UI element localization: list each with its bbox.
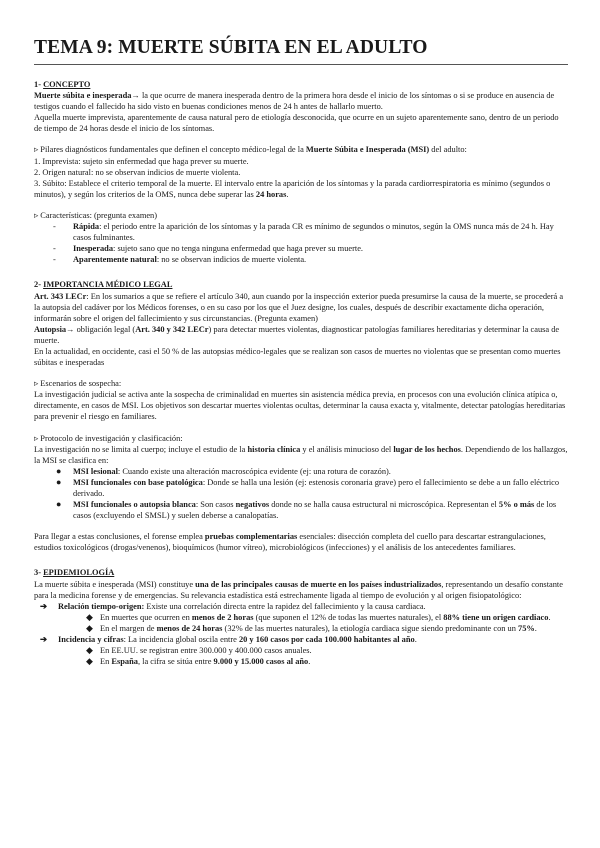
page-title: TEMA 9: MUERTE SÚBITA EN EL ADULTO [34,37,428,58]
epidemiology-list [34,601,568,668]
document-page [34,36,568,667]
definition-paragraph: Muerte súbita e inesperada→ la que ocurre de manera inesperada dentro de la primera hora desde el inicio de los síntomas o si se produce en ausencia de testigos cuando el fallecido ha sido visto en buenas condiciones menos de 24 h antes de hallarlo muerto. [34,91,555,112]
section-3-heading: 3- EPIDEMIOLOGÍA [34,568,115,578]
list-item: - Inesperada: sujeto sano que no tenga ninguna enfermedad que haga prever su muerte. [53,244,364,254]
characteristics-intro: ▹ Características: (pregunta examen) [34,210,158,220]
autopsy-paragraph: Autopsia→ obligación legal (Art. 340 y 342 LECr) para detectar muertes violentas, diagnosticar patologías familiares hereditarias y determinar la causa de muerte. [34,324,560,345]
sub-list-item: ◆ En EE.UU. se registran entre 300.000 y 400.000 casos anuales. [86,645,312,656]
title-rule [34,64,568,65]
list-item: ➔ Incidencia y cifras: La incidencia global oscila entre 20 y 160 casos por cada 100.000 habitantes al año. [40,635,417,645]
sub-list-item: ◆ En muertes que ocurren en menos de 2 horas (que suponen el 12% de todas las muertes naturales), el 88% tiene un origen cardiaco. [86,611,551,622]
list-item: ● MSI funcionales o autopsia blanca: Son casos negativos donde no se halla causa estructural ni microscópica. Representan el 5% o más de los casos (excluyendo el SMSL) y suelen deberse a canalopatías. [56,499,557,521]
section-2-heading: 2- IMPORTANCIA MÉDICO LEGAL [34,280,173,290]
pillar-item: 1. Imprevista: sujeto sin enfermedad que haga prever su muerte. [34,156,249,166]
list-item: ● MSI lesional: Cuando existe una alteración macroscópica evidente (ej: una rotura de corazón). [56,465,391,476]
pillar-item: 2. Origen natural: no se observan indicios de muerte violenta. [34,167,241,177]
current-paragraph: En la actualidad, en occidente, casi el 50 % de las autopsias médico-legales que se realizan son casos de muertes no violentas que se presentan como muertes súbitas e inesperadas [34,346,561,368]
sub-list-item: ◆ En España, la cifra se sitúa entre 9.000 y 15.000 casos al año. [86,656,311,667]
protocol-paragraph: La investigación no se limita al cuerpo; incluye el estudio de la historia clínica y el análisis minucioso del lugar de los hechos. Dependiendo de los hallazgos, la MSI se clasifica en: [34,444,568,465]
scenarios-title: ▹ Escenarios de sospecha: [34,379,122,389]
article-paragraph: Art. 343 LECr: En los sumarios a que se refiere el artículo 340, aun cuando por la inspección exterior pueda presumirse la causa de la muerte, se procederá a la autopsia del cadáver por los Médicos forenses, o en su caso por los que el Juez designe, los cuales, después de describir exactamente dicha operación, informarán sobre el origen del fallecimiento y sus circunstancias. (Pregunta examen) [34,291,564,323]
sub-list-item: ◆ En el margen de menos de 24 horas (32% de las muertes naturales), la etiología cardiaca sigue siendo predominante con un 75%. [86,622,537,633]
list-item: - Rápida: el periodo entre la aparición de los síntomas y la parada CR es mínimo de segundos o minutos, según la OMS nunca más de 24 h. Hay casos fulminantes. [53,222,554,243]
protocol-title: ▹ Protocolo de investigación y clasificación: [34,433,183,443]
list-item: ➔ Relación tiempo-origen: Existe una correlación directa entre la rapidez del fallecimiento y la causa cardiaca. [40,601,426,611]
epidemiology-intro: La muerte súbita e inesperada (MSI) constituye una de las principales causas de muerte en los países industrializados, representando un desafío constante para la medicina forense y de emergencias. Su relevancia estadística está estrechamente ligada al tiempo de evolución y al origen fisiopatológico: [34,579,563,600]
list-item: - Aparentemente natural: no se observan indicios de muerte violenta. [53,255,307,265]
list-item: ● MSI funcionales con base patológica: Donde se halla una lesión (ej: estenosis coronaria grave) pero el fallecimiento se debe a un fallo eléctrico derivado. [56,476,560,498]
definition-paragraph-2: Aquella muerte imprevista, aparentemente de causa natural pero de etiología desconocida, que ocurre en un sujeto aparentemente sano, dentro de un periodo de tiempo de 24 horas desde el inicio de los síntomas. [34,113,559,134]
pillars-intro: ▹ Pilares diagnósticos fundamentales que definen el concepto médico-legal de la Muerte Súbita e Inesperada (MSI) del adulto: [34,145,467,155]
pillar-item: 3. Súbito: Establece el criterio temporal de la muerte. El intervalo entre la aparición de los síntomas y la parada cardiorrespiratoria es mínimo (segundos o minutos), y según los criterios de la OMS, nunca debe superar las 24 horas. [34,178,551,199]
scenarios-paragraph: La investigación judicial se activa ante la sospecha de criminalidad en muertes sin asistencia médica previa, en procesos con una evolución clínica atípica o, directamente, en casos de MSI. Los objetivos son descartar muertes violentas ocultas, determinar la causa exacta y, vitalmente, detectar patologías hereditarias para prevenir el riesgo en familiares. [34,390,566,422]
conclusions-paragraph: Para llegar a estas conclusiones, el forense emplea pruebas complementarias esenciales: disección completa del cuello para descartar estrangulaciones, estudios toxicológicos (drogas/venenos), bioquímicos (humor vítreo), microbiológicos (infecciones) y el análisis de los antecedentes familiares. [34,532,546,553]
section-1-heading: 1- CONCEPTO [34,80,91,89]
msi-classification-list [34,466,568,521]
characteristics-list [34,221,568,265]
